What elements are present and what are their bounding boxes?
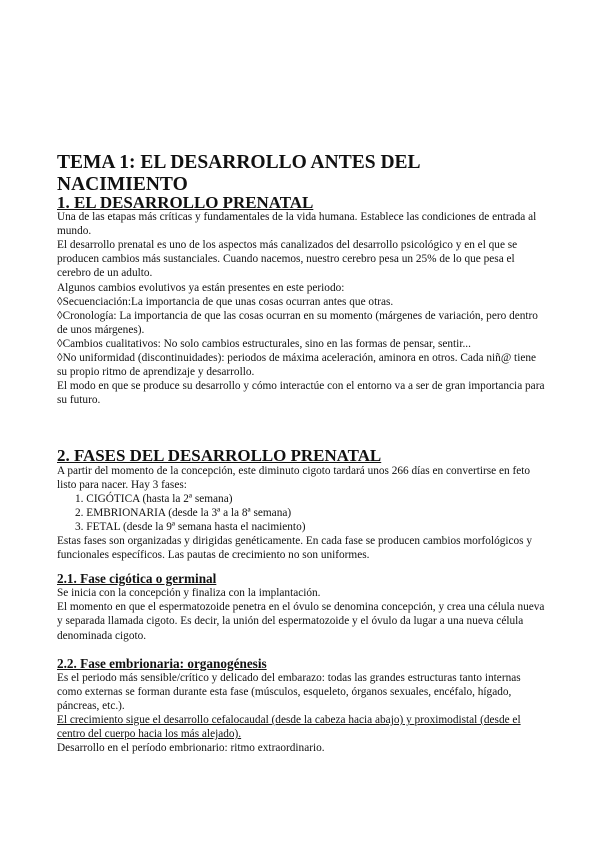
s2-paragraph-2: Estas fases son organizadas y dirigidas genéticamente. En cada fase se producen cambios morfológicos y funcionales específicos. Las pautas de crecimiento no son uniformes. [57,534,533,562]
document-page [57,152,547,755]
s21-paragraph-2: El momento en que el espermatozoide penetra en el óvulo se denomina concepción, y crea una célula nueva y separada llamada cigoto. Es decir, la unión del espermatozoide y el óvulo da lugar a una nueva célula denominada cigoto. [57,601,545,642]
list-item: 3. FETAL (desde la 9ª semana hasta el nacimiento) [75,520,306,533]
section-1-heading: 1. EL DESARROLLO PRENATAL [57,193,314,212]
document-title: TEMA 1: EL DESARROLLO ANTES DEL NACIMIENTO [57,152,420,195]
section-2-2-heading: 2.2. Fase embrionaria: organogénesis [57,655,267,671]
s1-bullet-1: ◊Secuenciación:La importancia de que unas cosas ocurran antes que otras. [57,295,394,308]
section-2-heading: 2. FASES DEL DESARROLLO PRENATAL [57,446,382,466]
s1-bullet-2: ◊Cronología: La importancia de que las cosas ocurran en su momento (márgenes de variación, pero dentro de unos márgenes). [57,309,538,336]
s1-paragraph-3: Algunos cambios evolutivos ya están presentes en este periodo: [57,281,345,294]
s1-paragraph-1: Una de las etapas más críticas y fundamentales de la vida humana. Establece las condiciones de entrada al mundo. [57,211,537,238]
s22-paragraph-1: Es el periodo más sensible/crítico y delicado del embarazo: todas las grandes estructuras tanto internas como externas se forman durante esta fase (músculos, esqueleto, órganos sexuales, encéfalo, hígado, páncreas, etc.). [57,671,521,712]
spacer [57,643,547,657]
s21-paragraph-1: Se inicia con la concepción y finaliza con la implantación. [57,587,321,600]
s1-bullet-4: ◊No uniformidad (discontinuidades): periodos de máxima aceleración, aminora en otros. Cada niñ@ tiene su propio ritmo de aprendizaje y desarrollo. [57,352,537,379]
list-item: 1. CIGÓTICA (hasta la 2ª semana) [75,492,233,505]
s2-paragraph-1: A partir del momento de la concepción, este diminuto cigoto tardará unos 266 días en convertirse en feto listo para nacer. Hay 3 fases: [57,464,531,491]
spacer [57,407,547,449]
list-item: 2. EMBRIONARIA (desde la 3ª a la 8ª semana) [75,506,292,519]
s1-paragraph-2: El desarrollo prenatal es uno de los aspectos más canalizados del desarrollo psicológico y en el que se producen cambios más sustanciales. Cuando nacemos, nuestro cerebro pesa un 25% de lo que pesa el cerebro de un adulto. [57,239,518,280]
s22-paragraph-2: El crecimiento sigue el desarrollo cefalocaudal (desde la cabeza hacia abajo) y proximodistal (desde el centro del cuerpo hacia los más alejado). [57,714,521,741]
s1-bullet-3: ◊Cambios cualitativos: No solo cambios estructurales, sino en las formas de pensar, sentir... [57,337,471,350]
section-2-1-heading: 2.1. Fase cigótica o germinal [57,571,217,587]
s1-paragraph-4: El modo en que se produce su desarrollo y cómo interactúe con el entorno va a ser de gran importancia para su futuro. [57,380,545,407]
phases-list [57,492,547,534]
s22-paragraph-3: Desarrollo en el período embrionario: ritmo extraordinario. [57,742,325,755]
